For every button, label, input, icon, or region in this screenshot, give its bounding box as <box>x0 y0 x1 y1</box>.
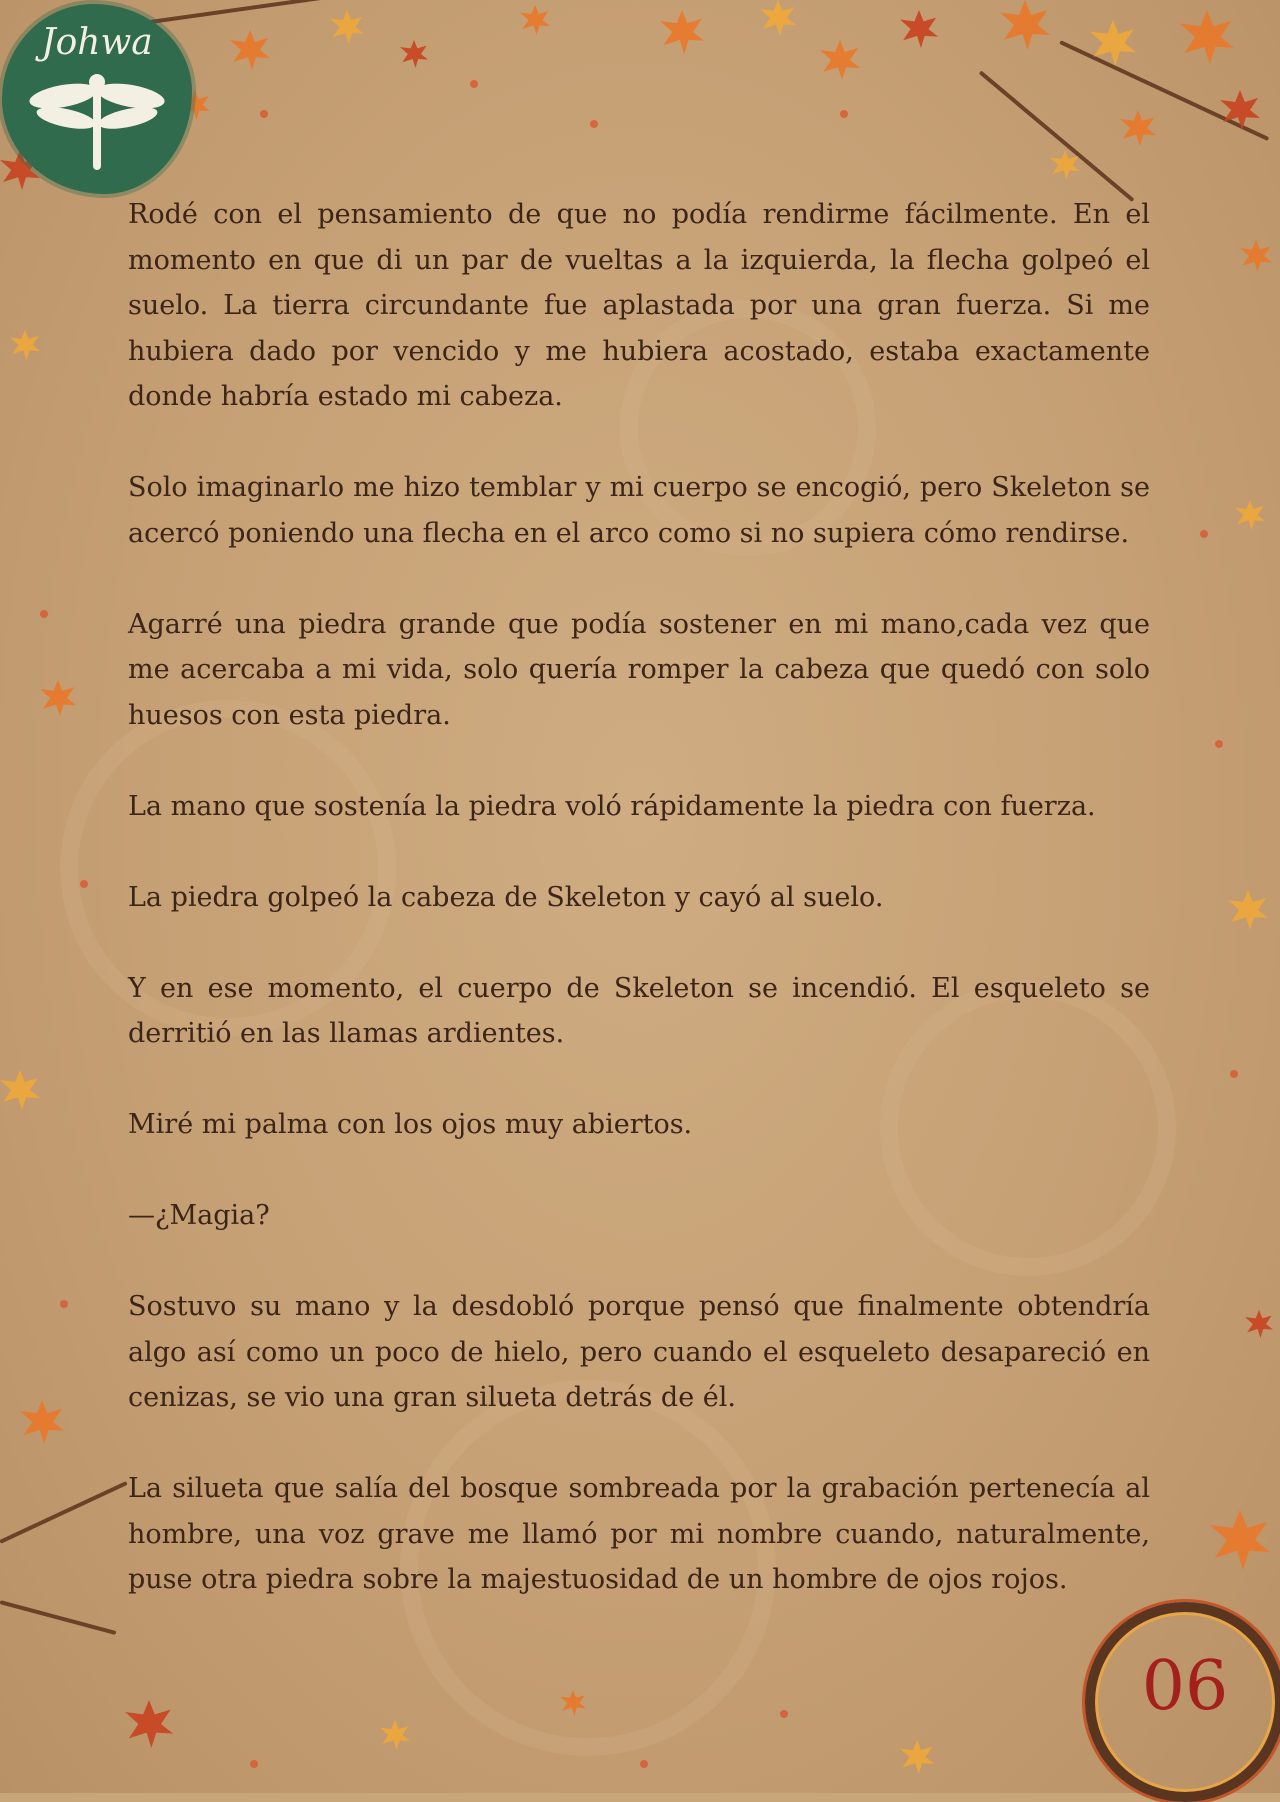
dragonfly-icon <box>28 68 166 178</box>
autumn-leaf <box>760 0 796 36</box>
page-number: 06 <box>1141 1647 1229 1726</box>
branch-decoration <box>0 1481 128 1544</box>
autumn-leaf <box>1245 1310 1273 1338</box>
leaf-speck <box>470 80 478 88</box>
autumn-leaf <box>125 1700 173 1748</box>
story-text <box>128 192 1150 1603</box>
paragraph: Y en ese momento, el cuerpo de Skeleton se incendió. El esqueleto se derritió en las llamas ardientes. <box>128 972 1150 1049</box>
paragraph: Rodé con el pensamiento de que no podía rendirme fácilmente. En el momento en que di un par de vueltas a la izquierda, la flecha golpeó el suelo. La tierra circundante fue aplastada por una gran fuerza. Si me hubiera dado por vencido y me hubiera acostado, estaba exactamente donde habría estado mi cabeza. <box>128 199 1150 412</box>
branch-decoration <box>150 0 408 24</box>
autumn-leaf <box>330 10 364 44</box>
paragraph: Solo imaginarlo me hizo temblar y mi cuerpo se encogió, pero Skeleton se acercó poniendo una flecha en el arco como si no supiera cómo rendirse. <box>128 472 1150 549</box>
leaf-speck <box>640 1760 648 1768</box>
leaf-speck <box>250 1760 258 1768</box>
autumn-leaf <box>820 40 860 80</box>
paragraph: La piedra golpeó la cabeza de Skeleton y cayó al suelo. <box>128 881 884 913</box>
autumn-leaf <box>10 330 40 360</box>
leaf-speck <box>1215 740 1223 748</box>
autumn-leaf <box>1228 890 1268 930</box>
branch-decoration <box>979 70 1135 202</box>
autumn-leaf <box>1120 110 1156 146</box>
autumn-leaf <box>40 680 76 716</box>
autumn-leaf <box>1180 10 1234 64</box>
autumn-leaf <box>230 30 270 70</box>
leaf-speck <box>80 880 88 888</box>
branch-decoration <box>0 1600 116 1635</box>
leaf-speck <box>840 110 848 118</box>
dialogue-line: —¿Magia? <box>128 1200 270 1231</box>
leaf-speck <box>60 1300 68 1308</box>
leaf-speck <box>40 610 48 618</box>
autumn-leaf <box>520 5 550 35</box>
autumn-leaf <box>660 10 704 54</box>
autumn-leaf <box>1240 240 1272 272</box>
paragraph: La silueta que salía del bosque sombreada por la grabación pertenecía al hombre, una voz grave me llamó por mi nombre cuando, naturalmente, puse otra piedra sobre la majestuosidad de un hombre de ojos rojos. <box>128 1473 1150 1595</box>
paragraph: Agarré una piedra grande que podía sostener en mi mano,cada vez que me acercaba a mi vida, solo quería romper la cabeza que quedó con solo huesos con esta piedra. <box>128 608 1150 731</box>
paragraph: Miré mi palma con los ojos muy abiertos. <box>128 1109 693 1140</box>
autumn-leaf <box>0 1070 40 1110</box>
branch-decoration <box>1059 40 1269 141</box>
autumn-leaf <box>1235 500 1265 530</box>
leaf-speck <box>590 120 598 128</box>
autumn-leaf <box>20 1400 64 1444</box>
logo-text: Johwa <box>41 22 153 63</box>
autumn-leaf <box>1210 1510 1270 1570</box>
leaf-speck <box>1200 530 1208 538</box>
brand-logo <box>2 4 192 194</box>
autumn-leaf <box>380 1720 410 1750</box>
paragraph: Sostuvo su mano y la desdobló porque pensó que finalmente obtendría algo así como un poco de hielo, pero cuando el esqueleto desapareció en cenizas, se vio una gran silueta detrás de él. <box>128 1291 1150 1413</box>
autumn-leaf <box>900 1740 934 1774</box>
paragraph: La mano que sostenía la piedra voló rápidamente la piedra con fuerza. <box>128 790 1096 822</box>
leaf-speck <box>1230 1070 1238 1078</box>
leaf-speck <box>780 1710 788 1718</box>
autumn-leaf <box>1000 0 1050 50</box>
leaf-speck <box>260 110 268 118</box>
autumn-leaf <box>900 10 938 48</box>
autumn-leaf <box>400 40 428 68</box>
